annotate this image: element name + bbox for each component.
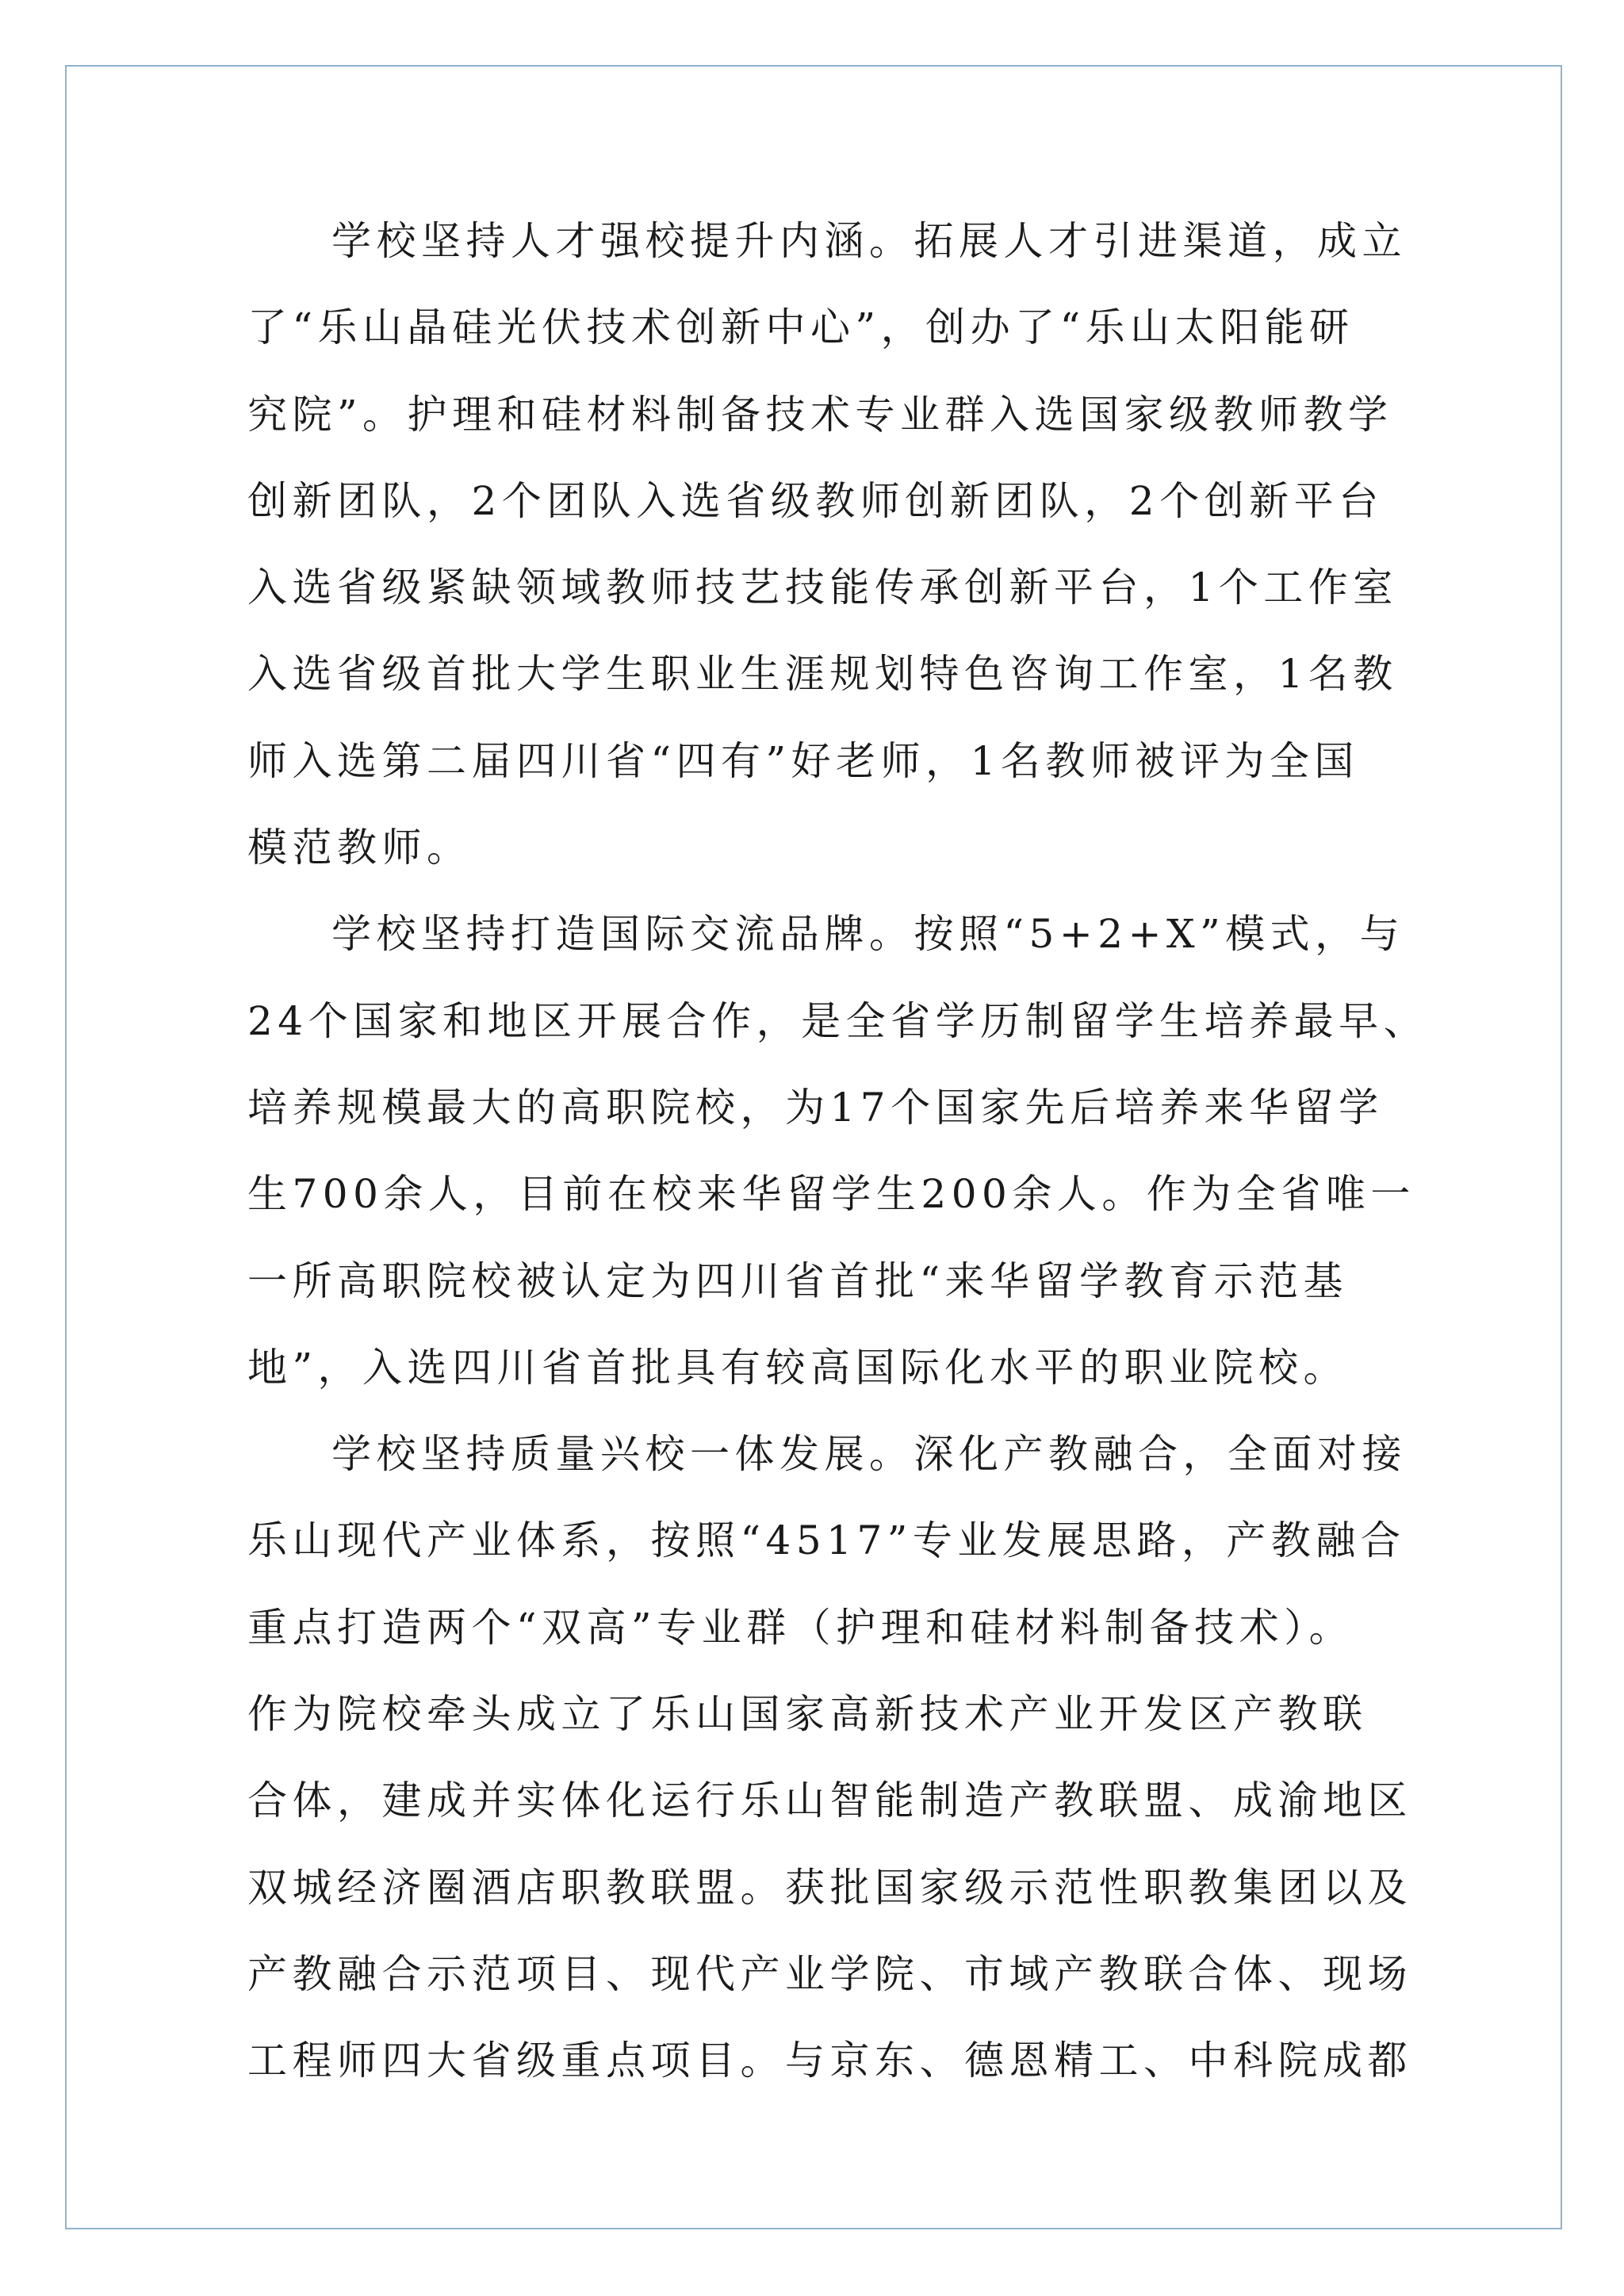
text-line: 学校坚持人才强校提升内涵。拓展人才引进渠道，成立 bbox=[331, 218, 1407, 264]
text-line: 了“乐山晶硅光伏技术创新中心”，创办了“乐山太阳能研 bbox=[247, 304, 1354, 351]
paragraph-quality bbox=[247, 1411, 1412, 2104]
text-line: 产教融合示范项目、现代产业学院、市域产教联合体、现场 bbox=[247, 1950, 1412, 1997]
text-line: 模范教师。 bbox=[247, 825, 472, 871]
text-line: 创新团队，2个团队入选省级教师创新团队，2个创新平台 bbox=[247, 477, 1384, 524]
document-body bbox=[247, 198, 1429, 2105]
text-line: 地”，入选四川省首批具有较高国际化水平的职业院校。 bbox=[247, 1344, 1349, 1391]
text-line: 学校坚持质量兴校一体发展。深化产教融合，全面对接 bbox=[331, 1431, 1407, 1478]
text-line: 入选省级紧缺领域教师技艺技能传承创新平台，1个工作室 bbox=[247, 564, 1398, 611]
text-line: 双城经济圈酒店职教联盟。获批国家级示范性职教集团以及 bbox=[247, 1864, 1412, 1911]
text-line: 24个国家和地区开展合作，是全省学历制留学生培养最早、 bbox=[247, 997, 1429, 1044]
text-line: 一所高职院校被认定为四川省首批“来华留学教育示范基 bbox=[247, 1257, 1349, 1304]
paragraph-international bbox=[247, 891, 1429, 1411]
text-line: 师入选第二届四川省“四有”好老师，1名教师被评为全国 bbox=[247, 737, 1359, 784]
text-line: 入选省级首批大学生职业生涯规划特色咨询工作室，1名教 bbox=[247, 651, 1398, 698]
text-line: 乐山现代产业体系，按照“4517”专业发展思路，产教融合 bbox=[247, 1517, 1406, 1564]
text-line: 重点打造两个“双高”专业群（护理和硅材料制备技术）。 bbox=[247, 1604, 1354, 1651]
text-line: 生700余人，目前在校来华留学生200余人。作为全省唯一 bbox=[247, 1171, 1415, 1218]
text-line: 究院”。护理和硅材料制备技术专业群入选国家级教师教学 bbox=[247, 391, 1393, 438]
paragraph-talent bbox=[247, 198, 1407, 891]
text-line: 培养规模最大的高职院校，为17个国家先后培养来华留学 bbox=[247, 1084, 1384, 1131]
text-line: 合体，建成并实体化运行乐山智能制造产教联盟、成渝地区 bbox=[247, 1777, 1412, 1824]
text-line: 学校坚持打造国际交流品牌。按照“5+2+X”模式，与 bbox=[331, 911, 1405, 958]
text-line: 工程师四大省级重点项目。与京东、德恩精工、中科院成都 bbox=[247, 2038, 1412, 2084]
text-line: 作为院校牵头成立了乐山国家高新技术产业开发区产教联 bbox=[247, 1691, 1368, 1738]
